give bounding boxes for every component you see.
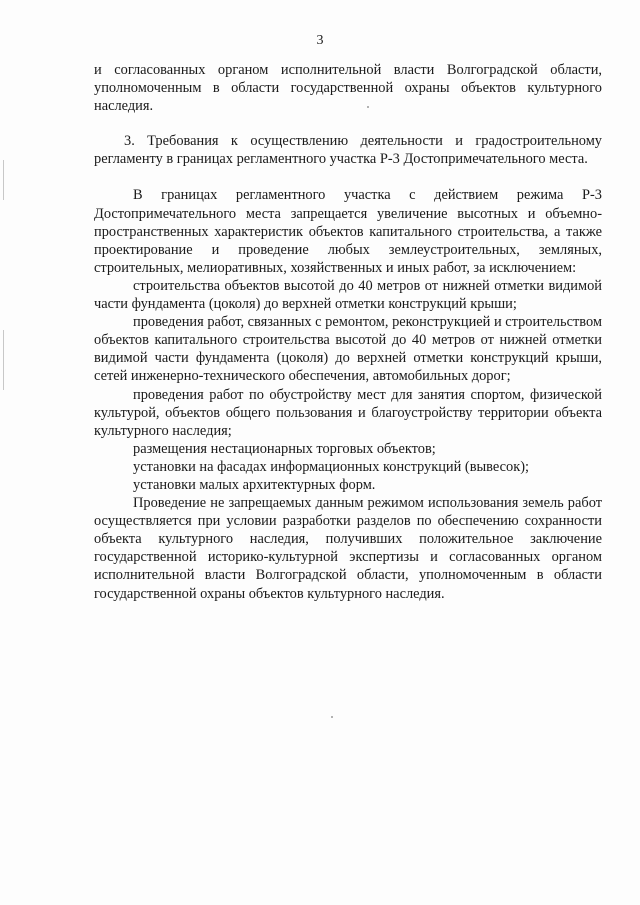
scan-speck — [331, 716, 333, 718]
body-paragraph: проведения работ по обустройству мест для занятия спортом, физической культурой, объектов общего пользования и благоустройству территории объекта культурного наследия; — [94, 386, 602, 439]
body-paragraph: размещения нестационарных торговых объектов; — [133, 440, 436, 457]
scan-edge-mark — [3, 160, 4, 200]
section-heading: 3. Требования к осуществлению деятельности и градостроительному регламенту в границах регламентного участка Р-3 Достопримечательного места. — [94, 133, 602, 168]
body-paragraph: В границах регламентного участка с действием режима Р-3 Достопримечательного места запрещается увеличение высотных и объемно-пространственных характеристик объектов капитального строительства, а также проектирование и проведение любых землеустроительных, земляных, строительных, мелиоративных, хозяйственных и иных работ, за исключением: — [94, 187, 602, 276]
body-paragraph: установки на фасадах информационных конструкций (вывесок); — [133, 458, 530, 475]
body-paragraph: проведения работ, связанных с ремонтом, реконструкцией и строительством объектов капитального строительства высотой до 40 метров от нижней отметки видимой части фундамента (цоколя) до верхней отметки конструкций крыши, сетей инженерно-технического обеспечения, автомобильных дорог; — [94, 314, 603, 385]
page-number: 3 — [316, 33, 324, 48]
document-body — [94, 61, 602, 603]
body-paragraph: установки малых архитектурных форм. — [133, 476, 376, 493]
continuation-paragraph: и согласованных органом исполнительной власти Волгоградской области, уполномоченным в области государственной охраны объектов культурного наследия. — [94, 62, 602, 115]
body-paragraph: строительства объектов высотой до 40 метров от нижней отметки видимой части фундамента (цоколя) до верхней отметки конструкций крыши; — [94, 277, 602, 313]
body-paragraph: Проведение не запрещаемых данным режимом использования земель работ осуществляется при условии разработки разделов по обеспечению сохранности объекта культурного наследия, получивших положительное заключение государственной историко-культурной экспертизы и согласованных органом исполнительной власти Волгоградской области, уполномоченным в области государственной охраны объектов культурного наследия. — [94, 495, 602, 602]
scan-edge-mark — [3, 330, 4, 390]
